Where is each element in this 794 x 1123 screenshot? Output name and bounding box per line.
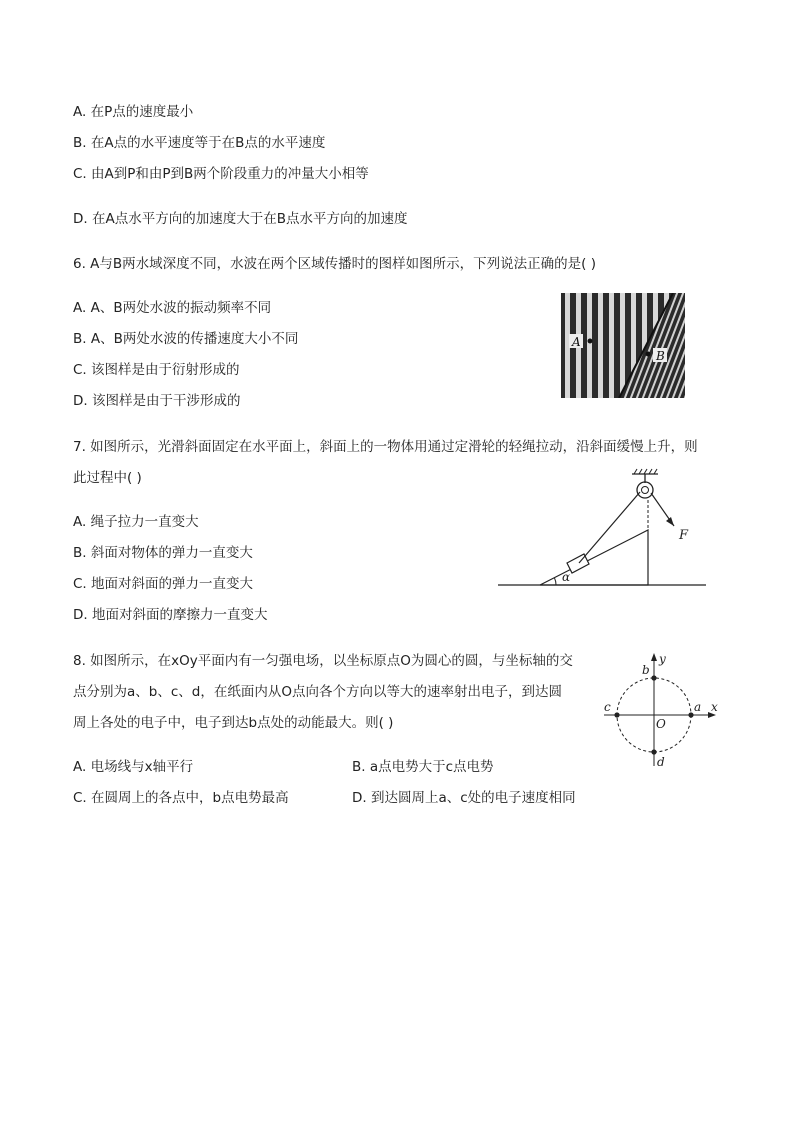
q7-option-c: C. 地面对斜面的弹力一直变大 xyxy=(73,576,254,592)
q5-option-b: B. 在A点的水平速度等于在B点的水平速度 xyxy=(73,135,326,151)
x-label: x xyxy=(711,700,718,714)
q5-option-d: D. 在A点水平方向的加速度大于在B点水平方向的加速度 xyxy=(73,211,408,227)
y-label: y xyxy=(659,652,666,666)
q7-stem-line2: 此过程中( ) xyxy=(73,470,142,486)
q5-option-c: C. 由A到P和由P到B两个阶段重力的冲量大小相等 xyxy=(73,166,369,182)
origin-label: O xyxy=(656,717,666,731)
block xyxy=(567,554,589,573)
circle-field-diagram xyxy=(598,648,722,772)
q5-option-a: A. 在P点的速度最小 xyxy=(73,104,194,120)
label-b: B xyxy=(656,349,665,363)
q6-stem: 6. A与B两水域深度不同，水波在两个区域传播时的图样如图所示，下列说法正确的是( ) xyxy=(73,256,596,272)
q8-stem-line2: 点分别为a、b、c、d，在纸面内从O点向各个方向以等大的速率射出电子，到达圆 xyxy=(73,684,562,700)
q8-stem-line1: 8. 如图所示，在xOy平面内有一匀强电场，以坐标原点O为圆心的圆，与坐标轴的交 xyxy=(73,653,573,669)
incline xyxy=(540,530,648,585)
water-wave-photo xyxy=(561,293,685,398)
label-a: A xyxy=(572,335,581,349)
point-c xyxy=(614,712,619,717)
force-label: F xyxy=(679,528,689,543)
q6-option-b: B. A、B两处水波的传播速度大小不同 xyxy=(73,331,299,347)
point-b xyxy=(646,352,651,357)
q7-stem-line1: 7. 如图所示，光滑斜面固定在水平面上，斜面上的一物体用通过定滑轮的轻绳拉动，沿斜面缓慢上升，则 xyxy=(73,439,698,455)
incline-pulley-diagram xyxy=(498,468,710,590)
q8-option-c: C. 在圆周上的各点中，b点电势最高 xyxy=(73,790,289,806)
q6-option-c: C. 该图样是由于衍射形成的 xyxy=(73,362,240,378)
q8-option-b: B. a点电势大于c点电势 xyxy=(352,759,494,775)
q8-option-a: A. 电场线与x轴平行 xyxy=(73,759,194,775)
force-arrow xyxy=(666,517,674,526)
q6-option-d: D. 该图样是由于干涉形成的 xyxy=(73,393,241,409)
q8-stem-line3: 周上各处的电子中，电子到达b点处的动能最大。则( ) xyxy=(73,715,394,731)
point-b xyxy=(651,675,656,680)
a-label: a xyxy=(694,700,702,714)
rope xyxy=(579,492,640,563)
d-label: d xyxy=(657,755,665,769)
q7-option-a: A. 绳子拉力一直变大 xyxy=(73,514,199,530)
q6-option-a: A. A、B两处水波的振动频率不同 xyxy=(73,300,272,316)
q7-option-b: B. 斜面对物体的弹力一直变大 xyxy=(73,545,253,561)
pulley xyxy=(637,482,653,498)
angle-label: α xyxy=(562,570,571,584)
point-a xyxy=(588,339,593,344)
q8-option-d: D. 到达圆周上a、c处的电子速度相同 xyxy=(352,790,576,806)
q7-option-d: D. 地面对斜面的摩擦力一直变大 xyxy=(73,607,268,623)
point-d xyxy=(651,749,656,754)
c-label: c xyxy=(604,700,611,714)
point-a xyxy=(688,712,693,717)
b-label: b xyxy=(642,663,650,677)
